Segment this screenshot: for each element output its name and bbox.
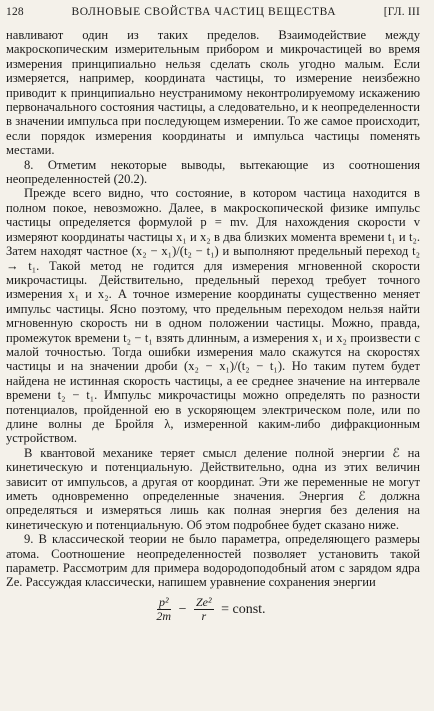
- paragraph-8-heading: 8. Отметим некоторые выводы, вытекающие из соотношения неопределенностей (20.2).: [6, 157, 420, 187]
- paragraph: навливают один из таких пределов. Взаимодействие между макроскопическим измерительным прибором и микрочастицей во время измерения принципиально нельзя сделать сколь угодно малым. Если измеряется, например, координата частицы, то измерение неизбежно приводит к принципиально неустранимому неконтролируемому искажению первоначального состояния частицы, а следовательно, и к неопределенности в значении импульса при последующем измерении. То же самое происходит, если порядок измерения координаты и импульса частицы поменять местами.: [6, 28, 420, 158]
- paragraph-9: 9. В классической теории не было параметра, определяющего размеры атома. Соотношение неопределенностей позволяет установить такой параметр. Рассмотрим для примера водородоподобный атом с зарядом ядра Ze. Рассуждая классически, напишем уравнение сохранения энергии: [6, 532, 420, 590]
- running-header: [6, 6, 420, 28]
- page-number: 128: [6, 6, 24, 18]
- running-title: ВОЛНОВЫЕ СВОЙСТВА ЧАСТИЦ ВЕЩЕСТВА: [71, 6, 337, 18]
- minus-sign: −: [178, 601, 187, 617]
- potential-numerator: Ze²: [196, 594, 212, 609]
- kinetic-numerator: p²: [158, 594, 169, 609]
- potential-term: [194, 596, 214, 623]
- paragraph: Прежде всего видно, что состояние, в котором частица находится в полном покое, невозможно. Далее, в макроскопической физике импульс частицы определяется формулой p = mv. Для нахождения скорости v измеряют координаты частицы x₁ и x₂ в два близких момента времени t₁ и t₂. Затем находят частное (x₂ − x₁)/(t₂ − t₁) и выполняют предельный переход t₂ → t₁. Такой метод не годится для измерения мгновенной скорости микрочастицы. Действительно, предельный переход требует точного измерения x₁ и x₂. А точное измерение координаты существенно меняет импульс частицы. Ясно поэтому, что предельным переходом нельзя найти мгновенную скорость ни в одном положении частицы. Можно, правда, промежуток времени t₂ − t₁ взять длинным, а измерения x₁ и x₂ произвести с малой точностью. Тогда ошибки измерения мало скажутся на скоростях частицы и на значении дроби (x₂ − x₁)/(t₂ − t₁). Но таким путем будет найдена не истинная скорость частицы, а ее среднее значение на интервале времени t₂ − t₁. Импульс микрочастицы можно определять по разности потенциалов, пройденной ею в ускоряющем электрическом поле, или по длине волны де Бройля λ, измеренной каким-либо дифракционным устройством.: [6, 186, 420, 446]
- body-text: [6, 28, 420, 590]
- energy-conservation-formula: [6, 596, 420, 623]
- formula-rhs: = const.: [221, 601, 266, 617]
- chapter-label: [ГЛ. III: [383, 6, 420, 18]
- kinetic-denominator: 2m: [156, 608, 172, 623]
- potential-denominator: r: [201, 608, 207, 623]
- paragraph: В квантовой механике теряет смысл деление полной энергии ℰ на кинетическую и потенциальную. Действительно, одна из этих величин зависит от импульсов, а другая от координат. Эти же переменные не могут иметь одновременно определенные значения. Энергия ℰ должна определяться и измеряться лишь как полная энергия без деления на кинетическую и потенциальную. Об этом подробнее будет сказано ниже.: [6, 445, 420, 532]
- kinetic-term: [156, 596, 171, 623]
